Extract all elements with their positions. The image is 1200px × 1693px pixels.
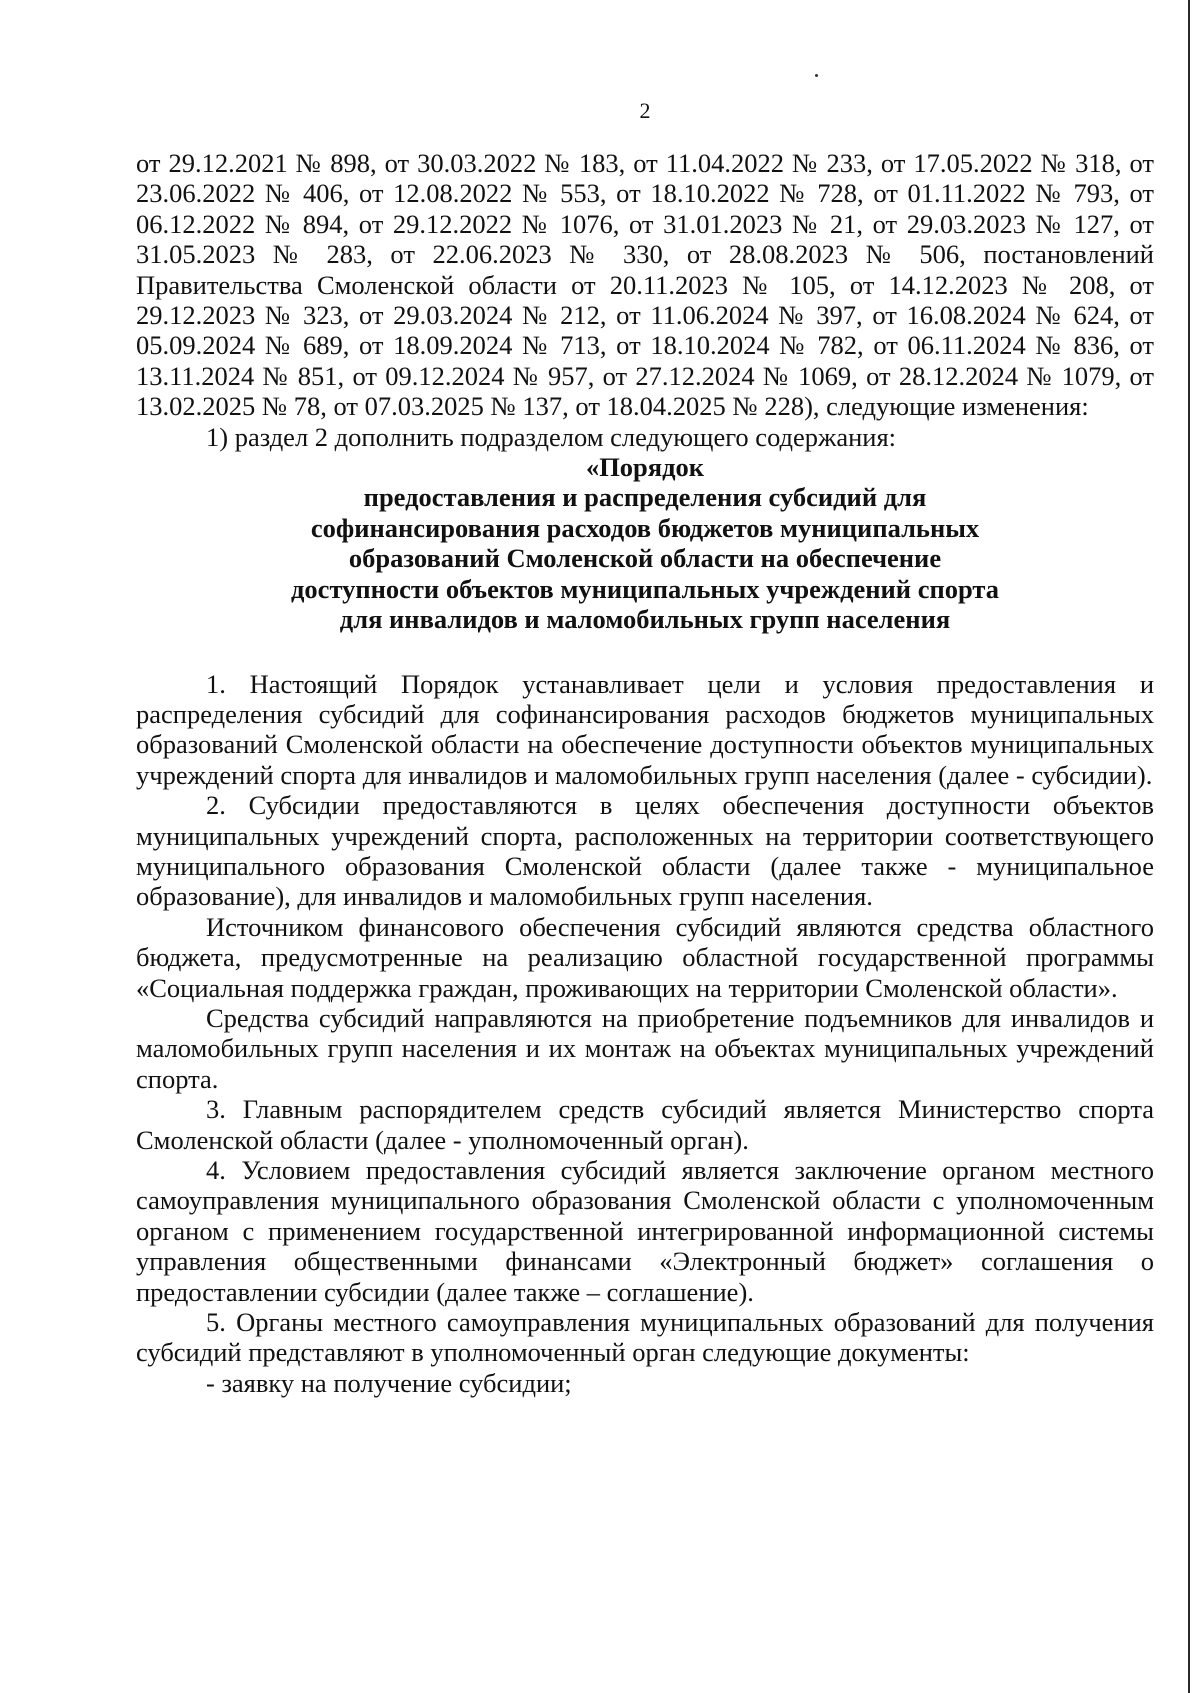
heading-line-5: доступности объектов муниципальных учреждений спорта <box>291 573 999 604</box>
scan-edge-line <box>1188 0 1190 1693</box>
amendment-item-paragraph: 1) раздел 2 дополнить подразделом следующего содержания: <box>206 421 897 452</box>
clause-3: 3. Главным распорядителем средств субсидий является Министерство спорта Смоленской области (далее - уполномоченный орган). <box>136 1094 1154 1155</box>
heading-line-4: образований Смоленской области на обеспечение <box>348 543 942 574</box>
heading-line-1: «Порядок <box>585 452 705 483</box>
clause-1: 1. Настоящий Порядок устанавливает цели и условия предоставления и распределения субсидий для софинансирования расходов бюджетов муниципальных образований Смоленской области на обеспечение доступности объектов муниципальных учреждений спорта для инвалидов и маломобильных групп населения (далее - субсидии). <box>136 668 1154 790</box>
heading-line-3: софинансирования расходов бюджетов муниципальных <box>310 512 980 543</box>
clause-2: 2. Субсидии предоставляются в целях обеспечения доступности объектов муниципальных учреждений спорта, расположенных на территории соответствующего муниципального образования Смоленской области (далее также - муниципальное образование), для инвалидов и маломобильных групп населения. <box>136 790 1154 912</box>
clause-4: 4. Условием предоставления субсидий является заключение органом местного самоуправления муниципального образования Смоленской области с уполномоченным органом с применением государственной интегрированной информационной системы управления общественными финансами «Электронный бюджет» соглашения о предоставлении субсидии (далее также – соглашение). <box>136 1155 1154 1307</box>
amendment-list-paragraph: от 29.12.2021 № 898, от 30.03.2022 № 183, от 11.04.2022 № 233, от 17.05.2022 № 318, от 23.06.2022 № 406, от 12.08.2022 № 553, от 18.10.2022 № 728, от 01.11.2022 № 793, от 06.12.2022 № 894, от 29.12.2022 № 1076, от 31.01.2023 № 21, от 29.03.2023 № 127, от 31.05.2023 № 283, от 22.06.2023 № 330, от 28.08.2023 № 506, постановлений Правительства Смоленской области от 20.11.2023 № 105, от 14.12.2023 № 208, от 29.12.2023 № 323, от 29.03.2024 № 212, от 11.06.2024 № 397, от 16.08.2024 № 624, от 05.09.2024 № 689, от 18.09.2024 № 713, от 18.10.2024 № 782, от 06.11.2024 № 836, от 13.11.2024 № 851, от 09.12.2024 № 957, от 27.12.2024 № 1069, от 28.12.2024 № 1079, от 13.02.2025 № 78, от 07.03.2025 № 137, от 18.04.2025 № 228), следующие изменения: <box>136 148 1154 422</box>
document-body <box>136 148 1154 1398</box>
heading-spacer <box>136 635 1154 669</box>
page-number: 2 <box>639 98 651 123</box>
scan-speck <box>815 74 818 77</box>
clause-2-funding-source: Источником финансового обеспечения субсидий являются средства областного бюджета, предусмотренные на реализацию областной государственной программы «Социальная поддержка граждан, проживающих на территории Смоленской области». <box>136 911 1154 1003</box>
heading-line-2: предоставления и распределения субсидий для <box>363 482 927 513</box>
clause-2-purpose: Средства субсидий направляются на приобретение подъемников для инвалидов и маломобильных групп населения и их монтаж на объектах муниципальных учреждений спорта. <box>136 1002 1154 1094</box>
clause-5: 5. Органы местного самоуправления муниципальных образований для получения субсидий представляют в уполномоченный орган следующие документы: <box>136 1307 1154 1368</box>
section-heading <box>136 452 1154 634</box>
clause-5-item-application: - заявку на получение субсидии; <box>206 1367 572 1398</box>
heading-line-6: для инвалидов и маломобильных групп населения <box>339 604 951 635</box>
